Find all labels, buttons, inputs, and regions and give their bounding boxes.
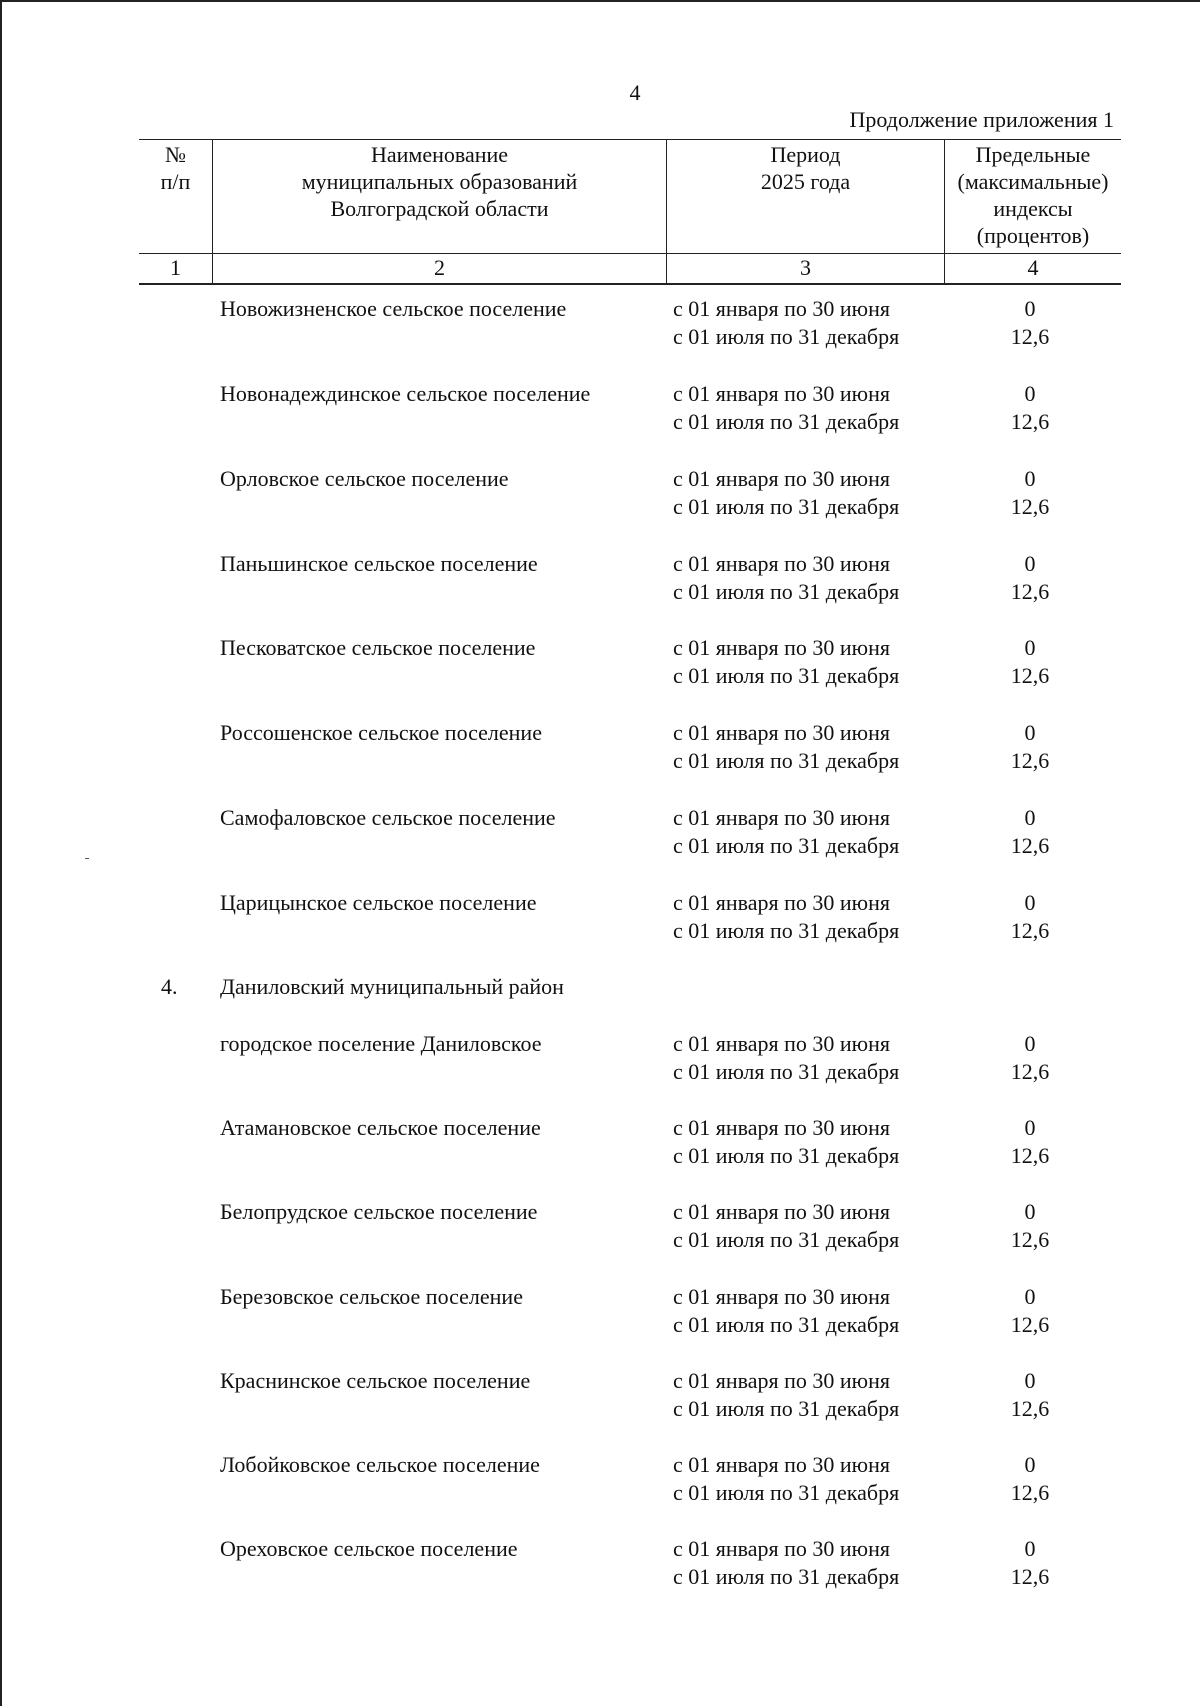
period-first: с 01 января по 30 июня	[673, 1536, 891, 1561]
index-cell	[985, 1198, 1075, 1254]
index-cell	[985, 1451, 1075, 1507]
period-second: с 01 июля по 31 декабря	[673, 748, 900, 773]
period-cell	[673, 1283, 899, 1339]
table-row	[0, 1451, 1200, 1511]
period-cell	[673, 634, 899, 690]
index-cell	[985, 1030, 1075, 1086]
index-cell	[985, 973, 1075, 1029]
index-second: 12,6	[1010, 748, 1050, 773]
index-cell	[985, 634, 1075, 690]
index-cell	[985, 719, 1075, 775]
index-first: 0	[1024, 1031, 1036, 1056]
index-cell	[985, 889, 1075, 945]
period-first: с 01 января по 30 июня	[673, 1199, 891, 1224]
municipality-name: Новонадеждинское сельское поселение	[220, 381, 591, 406]
index-second: 12,6	[1010, 663, 1050, 688]
index-cell	[985, 1535, 1075, 1591]
period-second: с 01 июля по 31 декабря	[673, 1227, 900, 1252]
index-cell	[985, 550, 1075, 606]
period-first: с 01 января по 30 июня	[673, 466, 891, 491]
index-cell	[985, 1114, 1075, 1170]
index-second: 12,6	[1010, 833, 1050, 858]
period-cell	[673, 1114, 899, 1170]
index-first: 0	[1024, 551, 1036, 576]
header-col-number: № п/п	[160, 142, 191, 194]
index-first: 0	[1024, 1368, 1036, 1393]
period-first: с 01 января по 30 июня	[673, 551, 891, 576]
municipality-name: Самофаловское сельское поселение	[220, 805, 556, 830]
table-row	[0, 1114, 1200, 1174]
header-col-period: Период 2025 года	[760, 142, 851, 194]
period-second: с 01 июля по 31 декабря	[673, 579, 900, 604]
period-second: с 01 июля по 31 декабря	[673, 494, 900, 519]
index-second: 12,6	[1010, 1312, 1050, 1337]
index-second: 12,6	[1010, 918, 1050, 943]
table-row	[0, 719, 1200, 779]
index-first: 0	[1024, 890, 1036, 915]
row-number: 4.	[161, 974, 178, 999]
municipality-name: Новожизненское сельское поселение	[220, 296, 567, 321]
period-first: с 01 января по 30 июня	[673, 296, 891, 321]
period-cell	[673, 380, 899, 436]
table-row	[0, 1030, 1200, 1090]
table-row	[0, 1198, 1200, 1258]
index-cell	[985, 804, 1075, 860]
index-second: 12,6	[1010, 324, 1050, 349]
municipality-name: Краснинское сельское поселение	[220, 1368, 531, 1393]
index-second: 12,6	[1010, 1059, 1050, 1084]
index-first: 0	[1024, 1284, 1036, 1309]
period-first: с 01 января по 30 июня	[673, 890, 891, 915]
index-second: 12,6	[1010, 579, 1050, 604]
municipality-name: Паньшинское сельское поселение	[220, 551, 538, 576]
table-row	[0, 295, 1200, 355]
index-second: 12,6	[1010, 494, 1050, 519]
municipality-name: Царицынское сельское поселение	[220, 890, 537, 915]
period-second: с 01 июля по 31 декабря	[673, 1396, 900, 1421]
period-first: с 01 января по 30 июня	[673, 1452, 891, 1477]
municipality-name: Атамановское сельское поселение	[220, 1115, 541, 1140]
period-first: с 01 января по 30 июня	[673, 805, 891, 830]
period-cell	[673, 719, 899, 775]
index-first: 0	[1024, 635, 1036, 660]
period-cell	[673, 1367, 899, 1423]
municipality-name: Белопрудское сельское поселение	[220, 1199, 538, 1224]
index-first: 0	[1024, 720, 1036, 745]
index-first: 0	[1024, 466, 1036, 491]
header-col-index-number: 3	[800, 255, 811, 280]
period-second: с 01 июля по 31 декабря	[673, 663, 900, 688]
period-second: с 01 июля по 31 декабря	[673, 833, 900, 858]
index-second: 12,6	[1010, 409, 1050, 434]
period-cell	[673, 295, 899, 351]
table-row	[0, 550, 1200, 610]
period-cell	[673, 1198, 899, 1254]
municipality-name: Орловское сельское поселение	[220, 466, 509, 491]
index-second: 12,6	[1010, 1564, 1050, 1589]
index-cell	[985, 1283, 1075, 1339]
table-row	[0, 1535, 1200, 1595]
index-first: 0	[1024, 1199, 1036, 1224]
index-first: 0	[1024, 805, 1036, 830]
period-first: с 01 января по 30 июня	[673, 381, 891, 406]
index-first: 0	[1024, 296, 1036, 321]
period-cell	[673, 804, 899, 860]
period-cell	[673, 889, 899, 945]
header-col-name: Наименование муниципальных образований Волгоградской области	[301, 142, 578, 221]
period-second: с 01 июля по 31 декабря	[673, 409, 900, 434]
index-first: 0	[1024, 1536, 1036, 1561]
municipality-name: Березовское сельское поселение	[220, 1284, 523, 1309]
index-second	[985, 1001, 1075, 1029]
period-cell	[673, 550, 899, 606]
page-number: 4	[629, 80, 641, 105]
period-first: с 01 января по 30 июня	[673, 1368, 891, 1393]
table-row	[0, 889, 1200, 949]
header-col-index-number: 2	[434, 255, 445, 280]
period-second: с 01 июля по 31 декабря	[673, 1059, 900, 1084]
municipality-name: городское поселение Даниловское	[220, 1031, 542, 1056]
index-cell	[985, 1367, 1075, 1423]
district-row	[0, 973, 1200, 1033]
municipality-name: Ореховское сельское поселение	[220, 1536, 518, 1561]
period-first: с 01 января по 30 июня	[673, 1115, 891, 1140]
index-second: 12,6	[1010, 1480, 1050, 1505]
index-first: 0	[1024, 381, 1036, 406]
header-col-index: Предельные (максимальные) индексы (процентов)	[957, 142, 1109, 248]
index-cell	[985, 465, 1075, 521]
table-row	[0, 1367, 1200, 1427]
municipality-name: Лобойковское сельское поселение	[220, 1452, 540, 1477]
table-row	[0, 804, 1200, 864]
period-first: с 01 января по 30 июня	[673, 1031, 891, 1056]
period-second: с 01 июля по 31 декабря	[673, 1480, 900, 1505]
period-cell	[673, 465, 899, 521]
municipality-name: Россошенское сельское поселение	[220, 720, 542, 745]
table-row	[0, 634, 1200, 694]
period-second: с 01 июля по 31 декабря	[673, 918, 900, 943]
period-first: с 01 января по 30 июня	[673, 635, 891, 660]
index-cell	[985, 295, 1075, 351]
table-row	[0, 1283, 1200, 1343]
index-first: 0	[1024, 1452, 1036, 1477]
table-row	[0, 380, 1200, 440]
index-second: 12,6	[1010, 1396, 1050, 1421]
index-second: 12,6	[1010, 1227, 1050, 1252]
municipality-name: Песковатское сельское поселение	[220, 635, 536, 660]
period-first: с 01 января по 30 июня	[673, 1284, 891, 1309]
period-first: с 01 января по 30 июня	[673, 720, 891, 745]
district-name: Даниловский муниципальный район	[220, 974, 564, 999]
index-cell	[985, 380, 1075, 436]
appendix-note: Продолжение приложения 1	[849, 107, 1114, 132]
period-second: с 01 июля по 31 декабря	[673, 1564, 900, 1589]
header-col-index-number: 1	[170, 255, 181, 280]
period-cell	[673, 1535, 899, 1591]
period-second: с 01 июля по 31 декабря	[673, 324, 900, 349]
period-cell	[673, 1451, 899, 1507]
index-first: 0	[1024, 1115, 1036, 1140]
header-col-index-number: 4	[1027, 255, 1039, 280]
index-second: 12,6	[1010, 1143, 1050, 1168]
period-second: с 01 июля по 31 декабря	[673, 1143, 900, 1168]
period-second: с 01 июля по 31 декабря	[673, 1312, 900, 1337]
period-cell	[673, 1030, 899, 1086]
index-first	[985, 973, 1075, 1001]
table-row	[0, 465, 1200, 525]
